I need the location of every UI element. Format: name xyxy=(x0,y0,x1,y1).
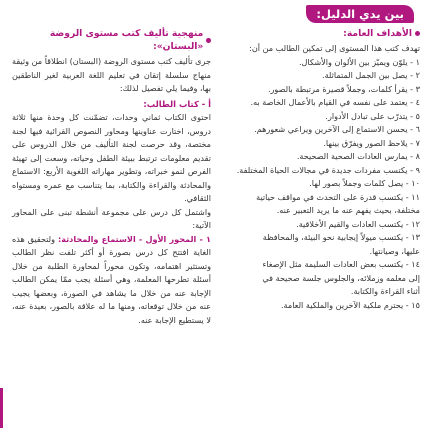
objective-item: مختلفة، بحيث يفهم عنه ما يريد التعبير عنه. xyxy=(276,205,420,215)
objectives-heading-text: الأهداف العامة: xyxy=(343,28,412,39)
objective-item: ١٢ - يكتسب العادات والقيم الأخلاقية. xyxy=(296,218,420,229)
first-axis-text: ولتحقيق هذه الغاية افتتح كل درس بصورة أو أكثر تلفت نظر الطالب وتستثير اهتمامه، وتكون محوراً لمحاورة الطلبة من خلال أسئلة تطرحها المعلمة، وهي أسئلة يجب ممّا يمكن الطالب الإجابة عنه من خلال ما يشاهد في الصورة، وبعضها يجيب عنه من خلال توقعاته، ومنها ما له علاقة بالصور، بعيدة عنه، لا يستطيع الإجابة عنه. xyxy=(12,233,211,325)
objectives-heading xyxy=(219,27,420,40)
content-columns xyxy=(6,27,424,327)
first-axis-heading: ١ - المحور الأول - الاستماع والمحادثة: xyxy=(57,233,211,244)
general-objectives-column xyxy=(219,27,424,327)
objective-item: ٩ - يكتسب مفردات جديدة في مجالات الحياة المختلفة. xyxy=(236,164,420,175)
student-book-paragraph: احتوى الكتاب ثماني وحدات، تضمّنت كل وحدة منها ثلاثة دروس، اختارت عناوينها ومحاور النصوص القرائية فيها لجنة مختصة، وقد حرصت لجنة التأليف من خلال الدروس على تقديم معلومات ترتبط ببيئة الطفل وحياته، وسعت إلى تهيئة الفرص لنمو خبراته، وتطوير مهاراته اللغوية الأربع: الاستماع والمحادثة والقراءة والكتابة، بما يتناسب مع عمره ومستواه الثقافي. xyxy=(12,112,211,203)
student-book-heading: أ - كتاب الطالب: xyxy=(143,98,211,109)
objective-item: ١٣ - يكتسب ميولاً إيجابية نحو البيئة، والمحافظة xyxy=(262,232,420,242)
lesson-axes-paragraph: واشتمل كل درس على مجموعة أنشطة تبنى على المحاور الآتية: xyxy=(12,206,211,230)
methodology-heading xyxy=(12,27,211,53)
decorative-side-bar xyxy=(0,388,3,428)
objective-item: ٨ - يمارس العادات الصحية الصحيحة. xyxy=(296,151,420,161)
objectives-intro: تهدف كتب هذا المستوى إلى تمكين الطالب من أن: xyxy=(249,43,420,53)
objective-item: ١٤ - يكتسب بعض العادات السليمة مثل الإصغاء xyxy=(262,259,420,269)
methodology-column xyxy=(6,27,211,327)
page-title: بين يدي الدليل: xyxy=(306,5,414,23)
objective-item: ١ - يلوّن ويميّز بين الألوان والأشكال. xyxy=(298,56,420,67)
methodology-paragraph: جرى تأليف كتب مستوى الروضة (البستان) انطلاقاً من وثيقة منهاج سلسلة إتقان في تعليم اللغة العربية لغير الناطقين بها، وفيما يلي تفصيل لذلك: xyxy=(12,56,211,93)
objective-item: ٥ - يتدرّب على تبادل الأدوار. xyxy=(325,110,420,121)
objectives-list xyxy=(219,56,420,313)
bullet-dot-icon xyxy=(415,31,420,36)
methodology-heading-text: منهجية تأليف كتب مستوى الروضة «البستان»: xyxy=(49,28,204,52)
objective-item: ٧ - يلاحظ الصور ويفرّق بينها. xyxy=(323,137,420,148)
objective-item: أثناء القراءة والكتابة. xyxy=(350,286,420,296)
objective-item: ١٥ - يحترم ملكية الآخرين والملكية العامة. xyxy=(280,299,420,310)
objective-item: إلى معلمه وزملائه، والجلوس جلسة صحيحة في xyxy=(262,272,420,283)
objective-item: ١٠ - يصل كلمات وجملاً بصور لها. xyxy=(309,178,420,188)
objective-item: عليها، وصيانتها. xyxy=(369,245,420,256)
header xyxy=(6,4,424,24)
bullet-dot-icon xyxy=(206,38,211,43)
objective-item: ٢ - يصل بين الجمل المتماثلة. xyxy=(322,70,420,80)
first-axis-paragraph xyxy=(12,233,211,328)
objective-item: ٦ - يحسن الاستماع إلى الآخرين ويراعي شعورهم. xyxy=(254,124,420,134)
objective-item: ١١ - يكتسب قدرة على التحدث في مواقف حياتية xyxy=(256,191,420,202)
objective-item: ٣ - يقرأ كلمات، وجملاً قصيرة مرتبطة بالصور. xyxy=(267,83,420,94)
objective-item: ٤ - يعتمد على نفسه في القيام بالأعمال الخاصة به. xyxy=(250,97,420,107)
